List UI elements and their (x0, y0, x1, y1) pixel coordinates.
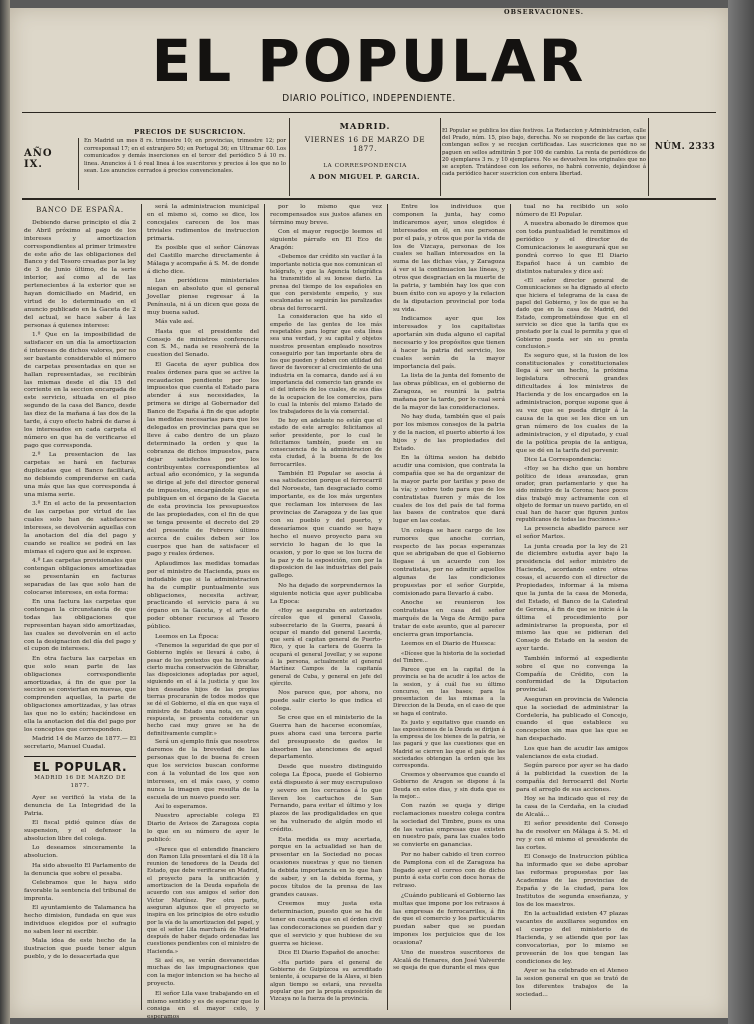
correspondence-recipient: A DON MIGUEL P. GARCIA. (310, 173, 420, 181)
article-paragraph: Mala idea de este hecho de la ilustracion que puede tener algun pueblo, y de lo desacertada que (24, 938, 136, 961)
article-paragraph: El señor Lila vase trabajando en el mismo sentido y es de esperar que lo consiga en el mayor celo, y esperamos (147, 990, 259, 1021)
article-paragraph: tual no ha recibido un solo número de El Popular. (516, 204, 628, 218)
quoted-paragraph: «Hoy se aseguraba en autorizados círculos que el general Cassola, subsecretario de la Guerra, pasará á ocupar el mando del general Lacerda, que será el capitan general de Puerto-Rico, y que la cartera de Guerra la ocupará el general Jovellar, y se supone á la persona, actualmente el general Martínez Campos de la capitanía general de Cuba, y general en jefe del ejército. (270, 607, 382, 687)
section-dateline: MADRID 16 DE MARZO DE 1877. (34, 775, 126, 790)
column-rule (387, 204, 388, 1010)
article-column (147, 204, 259, 1021)
article-paragraph: El fiscal pidió quince días de suspension, y el defensor la absolucion libre del colega. (24, 820, 136, 842)
adjacent-page-edge (0, 0, 10, 1024)
article-paragraph: Entre los individuos que componen la junta, hay como indicaremos ayer, unos elegidos é interesados en él, en sus personas por el país, y otros que por la vida de los de Vizcaya, personas de los cuales se hallan interesados en la suma de las dichas vías, y Zaragoza á ver si la continuacion las líneas, y otros que desgracian en la muerte de la patria, y también hay los que con buen éxito con su apoyo y la relacion de la diputacion provincial por toda su vida. (393, 204, 505, 313)
article-paragraph: Por no haber cabido el tren correo de Pamplona con el de Zaragoza ha llegado ayer el correo con de dicho punto á esta corte con doce horas de retraso. (393, 851, 505, 890)
article-paragraph: Hoy se ha indicado que el rey de la casa de la Cerdaña, en la ciudad de Alcalá... (516, 796, 628, 818)
article-paragraph: Ha sido absuelto El Parlamento de la denuncia que sobre el pesaba. (24, 862, 136, 877)
quoted-paragraph: «Dícese que la historia de la sociedad del Timbre... (393, 650, 505, 665)
article-paragraph: 3.º En el acto de la presentacion de las carpetas por virtud de las cuales solo han de satisfacerse intereses, se devolverán aquellas con la anotacion del día del pago y cuando se realice se podrá en las mismas el cajero que así le exprese. (24, 501, 136, 555)
article-paragraph: Lo deseamos sinceramente la absolucion. (24, 845, 136, 860)
article-paragraph: Aseguran en provincia de Valencia que la sociedad de administrar la Cordelería, ha publicado el Concejo, cuando el que establece su concepcion sin mas que las que se han despachado. (516, 696, 628, 743)
subscription-prices: En Madrid un mes 8 rs. trimestre 10; en provincias, trimestre 12; por corresponsal 17; en el extranjero 50; en Portugal 36; en Ultramar 60. Los comunicados y demás inserciones en el tercer del periódico 5 á 10 rs. linea. Anuncios á 1 ó real linea á los suscritores y precios á los que no lo sean. Los anuncios cerrados á precios convencionales. (84, 138, 286, 175)
article-paragraph: Se cree que en el ministerio de la Guerra han de hacerse economías, pues ahora casi una tercera parte del presupuesto de gastos le absorben las atenciones de aquel departamento. (270, 714, 382, 761)
article-paragraph: En otra factura las carpetas en que solo sean parte de las obligaciones correspondiente amortizadas, á fin de que por la seccion se conviertan en nuevas, que comprenden aquellas, la parte de obligaciones amortizadas, y las otras las que no lo estén; haciéndose en ella la anotacion del día del pago por los conceptos que corresponden. (24, 655, 136, 733)
article-paragraph: Aplaudimos las medidas tomadas por el ministro de Hacienda, pues es indudable que si la administracion ha de cumplir puntualmente sus obligaciones, necesita activar, practicando el servicio para á su órgano en la Gaceta, y el arte de poder obtener recursos al Tesoro público. (147, 560, 259, 631)
article-paragraph: Uno de nuestros suscritores de Alcalá de Henares, don José Valverde se queja de que durante el mes que (393, 949, 505, 972)
article-paragraph: La presencia abadido parece ser el señor Martos. (516, 526, 628, 541)
quoted-paragraph: Parece que en la capital de la provincia se ha de acudir á los actos de la sesion, y á cuál fue su último concurso, en las bases; para la presentacion de las mismas a la Direccion de la Deuda, en el caso de que se haga el contrato. (393, 666, 505, 717)
article-paragraph: El ayuntamiento de Talamanca ha hecho dimision, fundada en que sus individuos elegidos por el sufragio no saben leer ni escribir. (24, 905, 136, 935)
article-paragraph: Leemos en el Diario de Huesca: (401, 641, 496, 648)
article-paragraph: El señor presidente del Consejo ha de resolver en Málaga á S. M. el rey y con el mismo el presidente de las cortes. (516, 821, 628, 852)
scanner-background (728, 0, 754, 1024)
quoted-paragraph: «Ha partido para el general de Gobierno de Guipúzcoa su acreditado teniente, á ocuparse de la Alava, si bien algun tiempo se estará, una revuelta popular que por la propia exposición de Vizcaya no la fuerza de la provincia. (270, 959, 382, 1003)
subscription-title: PRECIOS DE SUSCRICION. (134, 128, 246, 136)
article-paragraph: En una factura las carpetas que contengan la circunstancia de que todas las obligaciones que representan hayan sido amortizadas, las cuales se devolverán en el acto con la designacion del día del pago y el cupon de intereses. (24, 599, 136, 653)
article-paragraph: por lo mismo que vez recompensados sus justos afanes en término muy breve. (270, 204, 382, 226)
article-paragraph: Según parece por ayer se ha dado á la publicidad la cuestion de la compañía del ferrocarril del Norte para el arreglo de sus acciones. (516, 762, 628, 793)
article-paragraph: Dice La Correspondencia: (524, 456, 602, 463)
article-paragraph: Más vale así. (155, 319, 194, 326)
article-paragraph: Nuestro apreciable colega El Diario de Avisos de Zaragoza copia lo que en su número de ayer le publicó: (147, 813, 259, 844)
article-paragraph: Con el mayor regocijo leemos el siguiente párrafo en El Eco de Aragón: (270, 229, 382, 252)
section-divider (24, 756, 136, 757)
header-divider (78, 138, 79, 190)
article-paragraph: En la última sesion ha debido acudir una comision, que contrata la compañía que se ha de organizar de la mayor parte por tarifas y peso de la vía; y sobre todo para que de los contratistas fueren y más de los cuales de los del país de tal forma las bases de contratos que dará lugar en las costas. (393, 455, 505, 525)
article-paragraph: Los que han de acudir las amigos valencianos de esta ciudad. (516, 745, 628, 760)
article-column (516, 204, 628, 1010)
article-paragraph: Indicamos ayer que los interesados y los capitalistas aportarán sin duda alguno el capital necesario y los propósitos que tienen á hacer la patria del servicio, los cuales serán de la mayor importancia del país. (393, 316, 505, 370)
article-paragraph: Debiendo darse principio el día 2 de Abril próximo al pago de los intereses y amortizacion correspondientes al primer trimestre de este año de las obligaciones del Banco y del Tesoro creadas por la ley de 3 de Junio último, de la serie interior, así como al de las pertenecientes á la exterior que se hayan domiciliado en Madrid, en virtud de lo determinado en el anuncio publicado en la Gaceta de 2 del actual, se hace saber á las personas á quienes interese: (24, 219, 136, 329)
quoted-paragraph: «Tenemos la seguridad de que por el Gobierno inglés se llevará á cabo, á pesar de los pretextos que ha invocado cierto mucha conservación de Gibraltar, las disposiciones adoptadas por aquel, siguiendo en el á la justicia y que los bien deseados hijos de las propias tierras procurarán de todos modos que se dé el Gobierno, el día en que vaya el ministro de Estado una nota, en cuya respuesta, se presenta considerar un hecho casi muy grave se ha de definitivamente cumplir.» (147, 642, 259, 737)
header-bottom-rule (22, 198, 716, 200)
article-paragraph: será la administracion municipal en el mismo si, como se dice, los concejales carecen de los mas triviales rudimentos de instruccion primaria. (147, 204, 259, 242)
column-rule (510, 204, 511, 1010)
header-top-rule (22, 112, 716, 113)
quoted-paragraph: De hoy en adelante no están que el estado de este arreglo: felicitamos al señor presidente, por lo cual le felicitamos también, puede en su consecuencia de la administracion de esta ciudad, á la buena fe de los ferrocarriles. (270, 417, 382, 468)
article-paragraph: Hasta que el presidente del Consejo de ministros conferencie con S. M., nada se resolverá de la cuestion del Senado. (147, 328, 259, 359)
article-paragraph: Esta medida es muy acertada, porque en la actualidad se han de presentar en la Sociedad no pocas ocasiones nuestras y que no tienen la debida importancia en lo que han de saber, y en la debida forma, y pocos títulos de la prensa de las grandes causas. (270, 836, 382, 898)
article-paragraph: No ha dejado de sorprendernos la siguiente noticia que ayer publicaba La Epoca: (270, 582, 382, 605)
issue-number: NÚM. 2333 (654, 142, 716, 152)
article-paragraph: Anoche se reunieron los contratistas en casa del señor marqués de la Vega de Armijo para tratar de este asunto, que al parecer encierra gran importancia. (393, 600, 505, 639)
article-paragraph: 4.º Las carpetas provisionales que contengan obligaciones amortizadas se presentarán en facturas separadas de las que solo han de colocarse intereses, en esta forma: (24, 557, 136, 596)
article-paragraph: Creemos muy justa esta determinacion, puesto que se ha de tener en cuenta que en el órden civil las condecoraciones se pueden dar y que el servicio y que hubiese de su guerra se hiciese. (270, 901, 382, 947)
column-rule (141, 204, 142, 1010)
newspaper-masthead: EL POPULAR (151, 27, 587, 95)
article-paragraph: Dice El Diario Español de anoche: (278, 950, 380, 957)
section-masthead: EL POPULAR. (32, 760, 127, 775)
header-divider (648, 118, 649, 196)
quoted-paragraph: «Hoy se ha dicho que un hombre político de ideas avanzadas, gran orador, gran parlamentario y que ha sido ministro de la Corona; hace pocos días trabajó muy activamente con el objeto de formar un nuevo partido, en el cual han de hacer que figuren juntos republicanos de todas las fracciones.» (516, 466, 628, 524)
quoted-paragraph: «El señor director general de Comunicaciones se ha dignado al efecto que hiciera el telegrama de la casa de papel del Gobierno, y los de que se ha dado que en la casa de Madrid, del Estado, comprometiéndose que en el servicio se dice que la tarifa que es prestado por la cual lo permita y que el Gobierno pueda ser sin su pronta conclusion.» (516, 278, 628, 350)
article-column (270, 204, 382, 1010)
article-paragraph: En la actualidad existen 47 plazas vacantes de auxiliares segundos en el cuerpo del ministerio de Hacienda, y se atiende que por las convocatorias, por lo mismo se proveerán de los que tengan las condiciones de ley. (516, 911, 628, 965)
article-paragraph: También El Popular se asocia á esa satisfaccion porque el ferrocarril del Noroeste, tan desgraciado como importante, es de los más urgentes que reclaman los intereses de las provincias de Zaragoza y de las que con su pueblo y del puerto, y desearíamos que cuando se haya hecho el nuevo proyecto para su servicio lo hagan de lo que la ocasion, y por lo que se los lucra de la paz y de la esposición, con por la disposicion de las industrias del país gallego. (270, 470, 382, 580)
article-paragraph: Ayer se ha celebrado en el Ateneo la sesion general en que se trató de los diferentes trabajos de la sociedad... (516, 968, 628, 998)
article-paragraph: ¿Cuándo publicará el Gobierno las multas que impone por los retrasos á las empresas de ferrocarriles, á fin de que el comercio y los particulares puedan saber que se puedan impones los perjuicios que de los ocasiona? (393, 892, 505, 947)
article-column (24, 204, 136, 1010)
correspondence-label: LA CORRESPONDENCIA (323, 163, 407, 169)
article-paragraph: Así lo esperamos. (155, 804, 208, 811)
quoted-paragraph: Es justo y equitativo que cuando en las exposiciones de la Deuda se dirijan á la empresa de los bienes de la patria, se las pagará y que las cuestiones que en Madrid se cierren las que el país de las sociedades obtengan la orden que les corresponda. (393, 719, 505, 770)
article-paragraph: El Gaceta de ayer publica dos reales órdenes para que se active la recaudacion pendiente por los impuestos que cuenta el Estado para atender á sus necesidades, la primera se dirige al Gobernador del Banco de España á fin de que adopte las medidas necesarias para que los delegados en provincias para que se lleve á cabo dentro de un plazo determinado la orden y que la cobranza de dichos impuestos, para dejar satisfechos por los contribuyentes correspondientes al actual año económico, y la segunda se dirige al jefe del director general de impuestos, encargándole que se publiquen en el órgano de la Gaceta de esta provincia los presupuestos de las propiedades, con el fin de que se tenga presente el decreto del 29 del presente de Febrero último acerca de cuáles deben ser los cuerpos que han de satisfacer el pago y reales órdenes. (147, 361, 259, 558)
article-paragraph: Los periódicos ministeriales niegan en absoluto que el general Jovellar piense regresar á la Península, ni á un dicen que goza de muy buena salud. (147, 278, 259, 316)
article-paragraph: Desde que nuestro distinguido colega La Época, puede el Gobierno está dispuesto á ser muy escrupuloso y severo en los cercanos á lo que lleven los cartuchos de San Fernando, para evitar el último y los plazos de las prodigalidades en que se ha vulnerado de algún modo el crédito. (270, 763, 382, 834)
article-paragraph: No hay duda, también que el país por los mismos consejos de la patria y de la nacion, el puerto abierto á los hijos y de las propiedades del Estado. (393, 414, 505, 452)
article-paragraph: Con razón se queja y dirige reclamaciones nuestro colega contra la sociedad del Timbre, pues es una de las varias empresas que existen en nuestro país, para las cuales todo se convierte en ganancias. (393, 802, 505, 849)
article-paragraph: 1.º Que en la imposibilidad de satisfacer en un día la amortizacion é intereses de dichos valores, por no ser bastante considerable el número de carpetas presentadas en que se hallan representadas, se recibirán las mismas desde el día 15 del corriente en la seccion encargada de este servicio, situada en el piso segundo de la casa del Banco, desde las diez de la mañana á las dos de la tarde, á cuyo efecto habrá de darse á los interesados en cada carpeta el número en que ha de verificarse el pago que corresponda. (24, 332, 136, 449)
article-paragraph: Celebramos que le haya sido favorable la sentencia del tribunal de imprenta. (24, 880, 136, 902)
article-paragraph: Madrid 14 de Marzo de 1877.— El secretario, Manuel Cuadal. (24, 736, 136, 751)
header-divider (289, 118, 290, 196)
header-divider (440, 118, 441, 196)
dateline-city: MADRID. (339, 121, 391, 131)
observations-title: OBSERVACIONES. (504, 8, 584, 16)
article-paragraph: La lista de la junta del fomento de las obras públicas, en el gobierno de Zaragoza, se reunirá la patria mañana por la tarde, por lo cual será de la mayor de las consideraciones. (393, 373, 505, 411)
newspaper-subtitle: DIARIO POLÍTICO, INDEPENDIENTE. (282, 93, 456, 105)
year-label: AÑO IX. (24, 148, 53, 170)
article-paragraph: El Consejo de Instruccion pública ha informado que se debe aprobar las reformas propuestas por las Academias de las provincias de España y de la ciudad, para los Institutos de segunda enseñanza, y los de los maestros. (516, 854, 628, 908)
article-paragraph: La junta creada por la ley de 21 de diciembre estudia ayer bajo la presidencia del señor ministro de Hacienda, acordando entre otras cosas, el acuerdo con el director de Propiedades, informar á la misma que la junta de la casa de Moneda, del Estado, el Banco de la Catedral de Gerona, á fin de que se inicie á la última el procedimiento por administrarse la propuesta, por el mismo las que se pidieran del Consejo de Estado en la sesion de ayer tarde. (516, 543, 628, 653)
article-paragraph: Un colega se hace cargo de los rumores que anoche corrian, respecto de las pocas esperanzas que se abrigaban de que el Gobierno llegase á un acuerdo con los contratistas, por no admitir aquellos algunas de las condiciones propuestas por el señor Gurpide, comisionado para llevarlo á cabo. (393, 527, 505, 597)
issue-date: VIERNES 16 DE MARZO DE 1877. (304, 135, 426, 153)
article-paragraph: Si así es, se verán desvanecidas muchas de las impugnaciones que con la mejor intencion se ha hecho al proyecto. (147, 957, 259, 988)
column-rule (264, 204, 265, 1010)
article-paragraph: Ayer se verificó la vista de la denuncia de La Integridad de la Patria. (24, 794, 136, 817)
article-paragraph: Es posible que el señor Cánovas del Castillo marche directamente á Málaga y acompañe á S. M. de donde á dicho dice. (147, 245, 259, 275)
article-paragraph: Será un ejemplo finís que nosotros daremos de la brevedad de las personas que lo de buena fe creen que los servicios buscan conforme con á la voluntad de los que son intereses, en el más caso, y como nunca la imagen que resulta de la escuela de un nuevo puedo ser. (147, 739, 259, 801)
newspaper-page (10, 8, 728, 1021)
quoted-paragraph: «Debemos dar crédito sin vacilar á la importante noticia que nos comunican el telégrafo, y que la Agencia telegráfica ha transmitido al su lonese darlo. La prensa del tiempo de los españoles en que con persistente empeño, y sus escalonadas se seguirán las paralizadas obras del ferrocarril. (270, 254, 382, 312)
quoted-paragraph: La consideracion que ha sido el empeño de las gentes de los más respetables para lograr que esta línea sea una verdad, y su capital y objetos nuestros presentan empleado nosotros conseguirlo por tan importante obra de los que pueden y deben con utilidad del favor de favorecer al crecimiento de una industria en la comarca, dando así á su importancia del comercio tan grande es el del interés de los cuales, de sus días de la ocupacion de los comercios, para lo cual la interés del mismo Estado de los trabajadores de la vía comercial. (270, 314, 382, 416)
article-column (393, 204, 505, 1010)
article-paragraph: También informó al expediente sobre el que no convenga la Compañía de Crédito, con la conformidad de la Diputacion provincial. (516, 655, 628, 694)
article-paragraph: Leemos en La Época: (155, 633, 219, 640)
article-paragraph: Es seguro que, si la fusion de los constitucionales y constitucionales llega á ser un hecho, la próxima legislatura ofrecerá grandes dificultades á los ministros de Hacienda y de los encargados en la administracion, porque supone que á su vez que se pueda dirigir á la causa de la que se les dice en un gran número de los cuales de la administracion, y el diputado, y cual de la política propia de la antigua, que se dé en la tarifa del porvenir. (516, 352, 628, 454)
quoted-paragraph: «Parece que el entendido financiero don Ramon Lila presentará el día 18 á la reunion de tenedores de la Deuda del Estado, que debe verificarse en Madrid, el proyecto para la unificación y amortizacion de la Deuda española de acuerdo con sus amigos el señor don Víctor Martínez. Por otra parte, aseguran algunos que el proyecto se inspira en los principios de otro estudio por la vía de la amortizacion del papel, y que el señor Lila marchará de Madrid después de haber dejado ordenadas las cuestiones pendientes con el ministro de Hacienda.» (147, 846, 259, 955)
article-paragraph: Nos parece que, por ahora, no puede salir cierto lo que indica el colega. (270, 689, 382, 712)
observations-text: El Popular se publica los días festivos. La Redaccion y Administracion, calle del Prado, núm. 15, piso bajo, derecha. No se responde de las cartas que contengan sellos y se recojan certificadas. Las suscriciones que no se paguen en sellos admitirán 5 por 100 de cambio. La renta de periódicos de 20 ejemplares 3 rs. y 10 ejemplares. No se devuelven los originales que no se acepten. Tratándose con los señores, no habrá convenio, dejándose á cada periódico hacer suscricion con entera libertad. (442, 128, 646, 178)
quoted-paragraph: Creemos y observamos que cuando el Gobierno de Aragon se dispone á la Deuda en estos dias, y sin duda que es la mejor... (393, 772, 505, 800)
section-heading: BANCO DE ESPAÑA. (36, 206, 124, 214)
article-paragraph: 2.º La presentacion de las carpetas se hará en facturas duplicadas que el Banco facilitará, no debiendo comprenderse en cada una más que las que corresponda á una misma serie. (24, 452, 136, 498)
article-paragraph: A nuestra abonado le diremos que con toda puntualidad le remitimos el periódico y el director de Comunicaciones le asegurará que se pondrá correo lo que El Diario Español hace á un cambio de distintos naturales y dice así: (516, 221, 628, 275)
